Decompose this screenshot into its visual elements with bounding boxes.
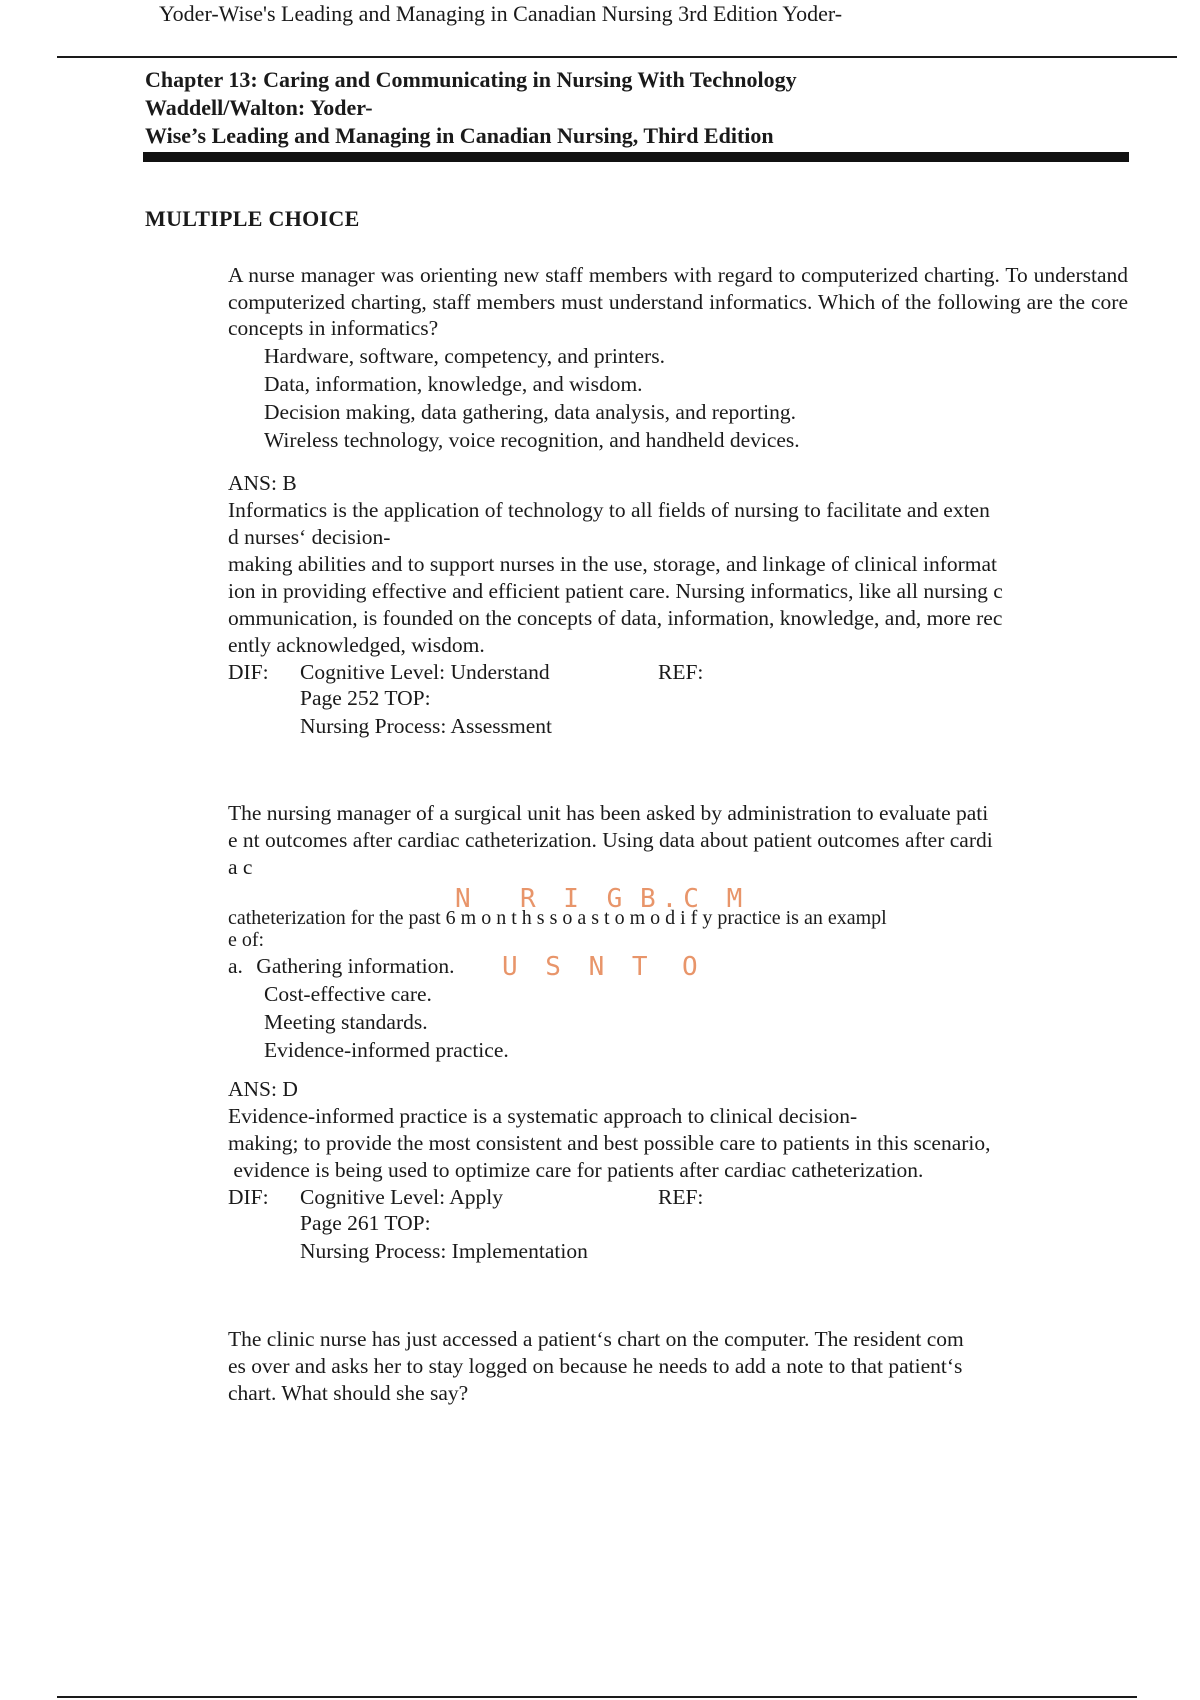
header-rule	[57, 56, 1177, 58]
answer-options	[264, 980, 1128, 1064]
watermark-text: O	[682, 952, 704, 982]
dif-label: DIF:	[228, 1185, 269, 1209]
answer-key: ANS: B	[228, 470, 297, 495]
ref-label: REF:	[658, 1185, 704, 1209]
stem-line: a c	[228, 855, 253, 879]
rationale-line: evidence is being used to optimize care for patients after cardiac catheterization.	[228, 1158, 924, 1182]
rationale	[228, 497, 1128, 659]
cognitive-level: Cognitive Level: Apply	[300, 1185, 504, 1209]
question-1	[228, 262, 1128, 743]
stem-line: es over and asks her to stay logged on because he needs to add a note to that patient‘s	[228, 1354, 963, 1378]
answer-options	[264, 342, 1128, 454]
chapter-line-3: Wise’s Leading and Managing in Canadian Nursing, Third Edition	[145, 123, 774, 148]
option-b: Cost-effective care.	[264, 982, 432, 1006]
section-title: MULTIPLE CHOICE	[145, 206, 360, 231]
watermark-text: B.C M	[640, 884, 749, 914]
option-d: Wireless technology, voice recognition, and handheld devices.	[264, 427, 800, 452]
stem-line: The nursing manager of a surgical unit has been asked by administration to evaluate pati	[228, 801, 989, 825]
stem-line: catheterization for the past 6 m o n t h s s o a s t o m o d i f y practice is an exampl	[228, 907, 887, 929]
stem-line: e nt outcomes after cardiac catheterization. Using data about patient outcomes after cardi	[228, 828, 993, 852]
chapter-line-2: Waddell/Walton: Yoder-	[145, 95, 373, 120]
option-b: Data, information, knowledge, and wisdom.	[264, 371, 643, 396]
cognitive-level: Cognitive Level: Understand	[300, 659, 550, 684]
option-c: Meeting standards.	[264, 1010, 428, 1034]
question-3	[228, 1326, 1128, 1407]
option-c: Decision making, data gathering, data analysis, and reporting.	[264, 399, 796, 424]
option-a: Hardware, software, competency, and printers.	[264, 343, 665, 368]
stem-line: chart. What should she say?	[228, 1381, 469, 1405]
stem-line: The clinic nurse has just accessed a patient‘s chart on the computer. The resident com	[228, 1327, 964, 1351]
footer-rule	[57, 1696, 1137, 1698]
page-reference: Page 261 TOP:	[300, 1211, 431, 1235]
ref-label: REF:	[658, 659, 704, 684]
nursing-process: Nursing Process: Assessment	[300, 713, 553, 738]
rationale-line: Evidence-informed practice is a systematic approach to clinical decision-	[228, 1104, 858, 1128]
nursing-process: Nursing Process: Implementation	[300, 1239, 588, 1263]
option-d: Evidence-informed practice.	[264, 1038, 509, 1062]
stem-line: e of:	[228, 929, 265, 951]
rationale	[228, 1103, 1128, 1184]
option-letter: a.	[228, 954, 243, 978]
page-reference: Page 252 TOP:	[300, 685, 431, 710]
chapter-title	[145, 66, 797, 150]
option-text: Gathering information.	[256, 954, 455, 978]
rationale-line: ommunication, is founded on the concepts of data, information, knowledge, and, more rec	[228, 605, 1003, 630]
chapter-line-1: Chapter 13: Caring and Communicating in Nursing With Technology	[145, 67, 797, 92]
watermark-text: N R I G	[455, 884, 629, 914]
question-metadata	[228, 659, 1128, 743]
dif-label: DIF:	[228, 659, 269, 684]
running-header: Yoder-Wise's Leading and Managing in Canadian Nursing 3rd Edition Yoder-	[159, 1, 843, 26]
question-2	[228, 800, 1128, 1268]
rationale-line: making abilities and to support nurses in the use, storage, and linkage of clinical informat	[228, 551, 998, 576]
chapter-divider	[143, 152, 1129, 162]
rationale-line: d nurses‘ decision-	[228, 524, 391, 549]
watermark-text: U S N T	[502, 952, 654, 982]
rationale-line: ion in providing effective and efficient patient care. Nursing informatics, like all nursing c	[228, 578, 1003, 603]
option-a	[228, 953, 1128, 980]
question-metadata	[228, 1184, 1128, 1268]
rationale-line: making; to provide the most consistent and best possible care to patients in this scenario,	[228, 1131, 991, 1155]
rationale-line: ently acknowledged, wisdom.	[228, 632, 485, 657]
answer-key: ANS: D	[228, 1077, 298, 1101]
rationale-line: Informatics is the application of technology to all fields of nursing to facilitate and exten	[228, 497, 990, 522]
question-stem: A nurse manager was orienting new staff members with regard to computerized charting. To understand computerized charting, staff members must understand informatics. Which of the following are the core concepts in informatics?	[228, 263, 1128, 340]
